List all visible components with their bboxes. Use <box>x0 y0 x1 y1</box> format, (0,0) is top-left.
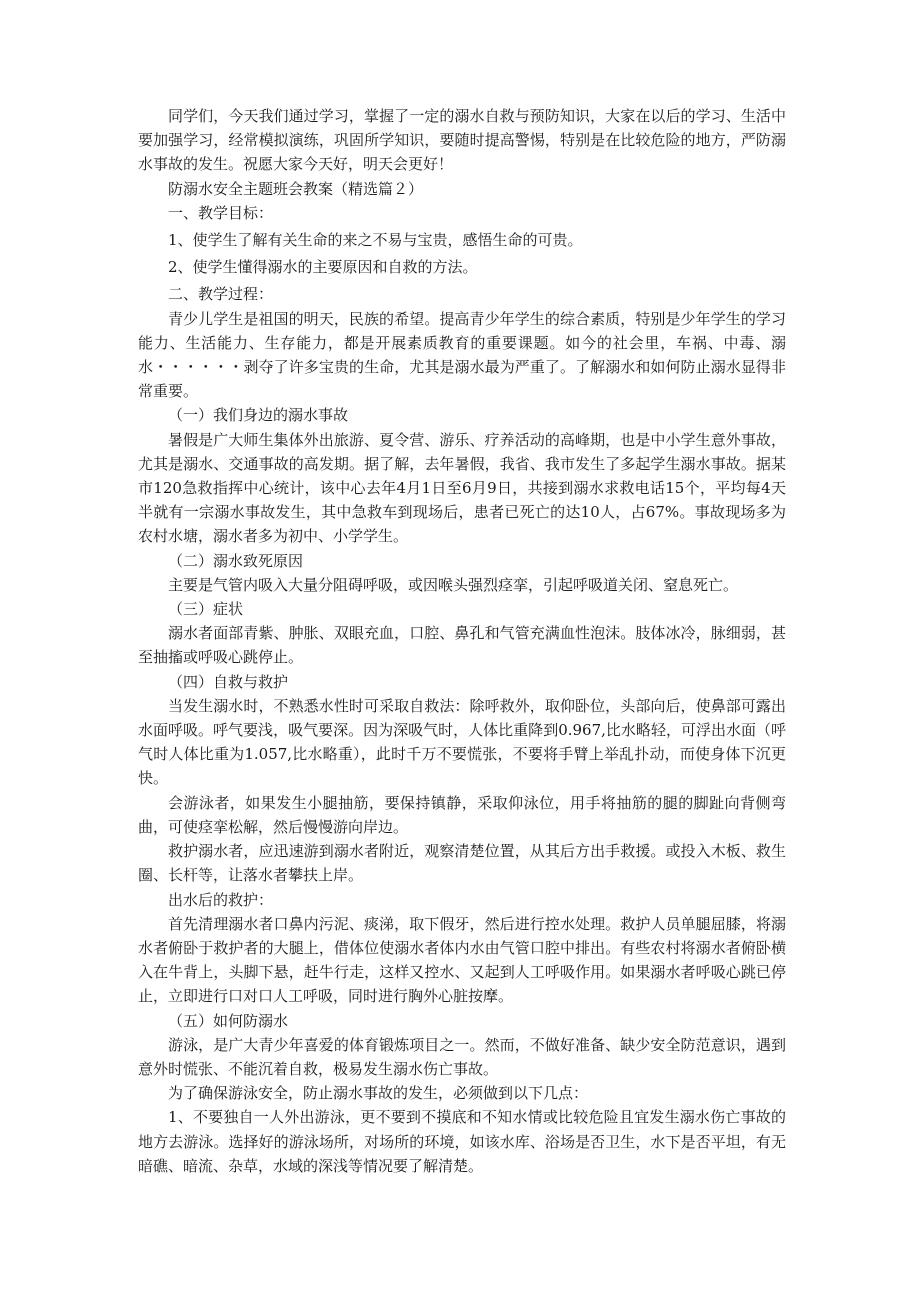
paragraph-closing-remarks: 同学们，今天我们通过学习，掌握了一定的溺水自救与预防知识，大家在以后的学习、生活中要加强学习，经常模拟演练，巩固所学知识，要随时提高警惕，特别是在比较危险的地方，严防溺水事故的发生。祝愿大家今天好，明天会更好！ <box>138 107 786 174</box>
heading-after-rescue: 出水后的救护： <box>168 890 274 909</box>
heading-teaching-process: 二、教学过程： <box>168 285 274 304</box>
paragraph-rescue: 救护溺水者，应迅速游到溺水者附近，观察清楚位置，从其后方出手救援。或投入木板、救生圈、长杆等，让落水者攀扶上岸。 <box>138 842 786 885</box>
subheading-4: （四）自救与救护 <box>168 672 289 691</box>
subheading-1: （一）我们身边的溺水事故 <box>168 406 349 425</box>
paragraph-safety-points: 为了确保游泳安全，防止溺水事故的发生，必须做到以下几点： <box>168 1084 589 1103</box>
subheading-5: （五）如何防溺水 <box>168 1011 289 1030</box>
subheading-3: （三）症状 <box>168 600 244 619</box>
paragraph-cramp: 会游泳者，如果发生小腿抽筋，要保持镇静，采取仰泳位，用手将抽筋的腿的脚趾向背侧弯曲，可使痉挛松解，然后慢慢游向岸边。 <box>138 793 786 836</box>
paragraph-causes: 主要是气管内吸入大量分阻碍呼吸，或因喉头强烈痉挛，引起呼吸道关闭、窒息死亡。 <box>168 575 739 594</box>
paragraph-first-aid: 首先清理溺水者口鼻内污泥、痰涕，取下假牙，然后进行控水处理。救护人员单腿屈膝，将溺水者俯卧于救护者的大腿上，借体位使溺水者体内水由气管口腔中排出。有些农村将溺水者俯卧横入在牛背上，头脚下悬，赶牛行走，这样又控水、又起到人工呼吸作用。如果溺水者呼吸心跳已停止，立即进行口对口人工呼吸，同时进行胸外心脏按摩。 <box>138 914 786 1006</box>
heading-teaching-goals: 一、教学目标： <box>168 203 274 222</box>
goal-item-1: 1、使学生了解有关生命的来之不易与宝贵，感悟生命的可贵。 <box>168 231 583 250</box>
paragraph-symptoms: 溺水者面部青紫、肿胀、双眼充血，口腔、鼻孔和气管充满血性泡沫。肢体冰冷，脉细弱，甚至抽搐或呼吸心跳停止。 <box>138 624 786 667</box>
paragraph-accidents: 暑假是广大师生集体外出旅游、夏令营、游乐、疗养活动的高峰期，也是中小学生意外事故，尤其是溺水、交通事故的高发期。据了解，去年暑假，我省、我市发生了多起学生溺水事故。据某市120急救指挥中心统计，该中心去年4月1日至6月9日，共接到溺水求救电话15个，平均每4天半就有一宗溺水事故发生，其中急救车到现场后，患者已死亡的达10人，占67%。事故现场多为农村水塘，溺水者多为初中、小学学生。 <box>138 430 786 546</box>
subheading-2: （二）溺水致死原因 <box>168 551 304 570</box>
goal-item-2: 2、使学生懂得溺水的主要原因和自救的方法。 <box>168 258 478 277</box>
paragraph-self-rescue: 当发生溺水时，不熟悉水性时可采取自救法：除呼救外，取仰卧位，头部向后，使鼻部可露出水面呼吸。呼气要浅，吸气要深。因为深吸气时，人体比重降到0.967,比水略轻，可浮出水面（呼气时人体比重为1.057,比水略重），此时千万不要慌张，不要将手臂上举乱扑动，而使身体下沉更快。 <box>138 696 786 788</box>
paragraph-intro: 青少儿学生是祖国的明天，民族的希望。提高青少年学生的综合素质，特别是少年学生的学习能力、生活能力、生存能力，都是开展素质教育的重要课题。如今的社会里，车祸、中毒、溺水・・・・・・剥夺了许多宝贵的生命，尤其是溺水最为严重了。了解溺水和如何防止溺水显得非常重要。 <box>138 309 786 401</box>
rule-item-1: 1、不要独自一人外出游泳，更不要到不摸底和不知水情或比较危险且宜发生溺水伤亡事故的地方去游泳。选择好的游泳场所，对场所的环境，如该水库、浴场是否卫生，水下是否平坦，有无暗礁、暗流、杂草，水域的深浅等情况要了解清楚。 <box>138 1108 786 1175</box>
document-page <box>138 104 786 1178</box>
paragraph-swimming: 游泳，是广大青少年喜爱的体育锻炼项目之一。然而，不做好准备、缺少安全防范意识，遇到意外时慌张、不能沉着自救，极易发生溺水伤亡事故。 <box>138 1035 786 1078</box>
section-title: 防溺水安全主题班会教案（精选篇２） <box>168 179 424 198</box>
